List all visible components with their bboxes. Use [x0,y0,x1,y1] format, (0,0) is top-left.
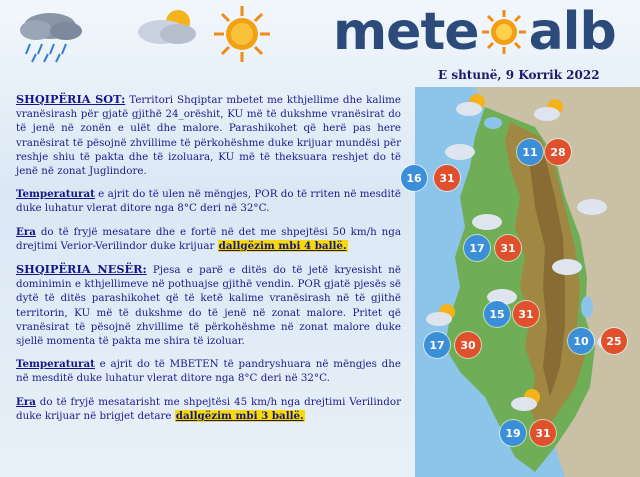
tomorrow-wind-label: Era [16,395,36,408]
map-sun-cloud-icon [455,92,489,118]
max-temp-badge: 28 [545,139,571,165]
tomorrow-paragraph [16,262,401,348]
min-temp-badge: 17 [424,332,450,358]
logo-text-left: mete [333,2,479,62]
today-wind-paragraph [16,225,401,253]
today-title: SHQIPËRIA SOT: [16,92,126,106]
rain-cloud-icon [20,13,82,62]
today-temp-text: e ajrit do të ulen në mëngjes, POR do të rriten në mesditë duke luhatur vlerat ditore nga 8°C deri në 32°C. [16,188,401,215]
tomorrow-wind-paragraph [16,395,401,423]
min-temp-badge: 10 [568,328,594,354]
forecast-text [16,92,401,432]
today-paragraph [16,92,401,178]
tomorrow-wind-text: do të fryjë mesatarisht me shpejtësi 45 km/h nga drejtimi Verilindor duke krijuar në brigjet detare [16,395,401,422]
sun-cloud-icon [138,10,196,44]
map-sun-cloud-icon [425,302,459,328]
map-sun-cloud-icon [510,387,544,413]
max-temp-badge: 31 [495,235,521,261]
max-temp-badge: 31 [434,165,460,191]
max-temp-badge: 30 [455,332,481,358]
min-temp-badge: 15 [484,301,510,327]
tomorrow-body: Pjesa e parë e ditës do të jetë kryesisht në dominimin e kthjellimeve në pothuajse gjithë vendin. POR gjatë pjesës së dytë të ditës parashikohet që të ketë kalime vranësirash në të gjithë territorin, KU më të dukshme do të jenë në zonat malore. Pritet që vranësirat të pësojnë zhvillime të përkohëshme në zonat malore duke sjellë momenta të pakta me shira të izoluar. [16,264,402,348]
max-temp-badge: 25 [601,328,627,354]
lake-shkodra [484,117,502,129]
header-weather-icons [10,4,310,66]
max-temp-badge: 31 [530,420,556,446]
meteoalb-logo [333,2,616,62]
logo-sun-icon [481,9,527,55]
logo-text-right: alb [528,2,616,62]
lake-ohrid [581,296,593,318]
today-wind-label: Era [16,225,36,238]
min-temp-badge: 19 [500,420,526,446]
map-cloud-icon [575,192,609,218]
min-temp-badge: 11 [517,139,543,165]
today-wind-text: do të fryjë mesatare dhe e fortë në det me shpejtësi 50 km/h nga drejtimi Verior-Verilindor duke krijuar [16,225,401,252]
today-wave-warning: dallgëzim mbi 4 ballë. [218,239,347,252]
today-temperature-paragraph [16,187,401,215]
tomorrow-temperature-paragraph [16,357,401,385]
tomorrow-temp-text: e ajrit do të MBETEN të pandryshuara në mëngjes dhe në mesditë duke luhatur vlerat ditore nga 8°C deri në 32°C. [16,358,401,385]
today-body: Territori Shqiptar mbetet me kthjellime dhe kalime vranësirash për gjatë gjithë 24_orëshit, KU më të dukshme vranësirat do të jenë në zonën e ulët dhe malore. Parashikohet që herë pas here vranësirat të pësojnë zhvillime të përkohëshme duke krijuar mundësi për reshje shiu të pakta dhe të izoluara, KU më të theksuara reshjet do të jenë në zonat Juglindore. [16,94,401,178]
tomorrow-wave-warning: dallgëzim mbi 3 ballë. [175,409,304,422]
sun-icon [214,6,270,62]
tomorrow-temp-label: Temperaturat [16,358,95,371]
map-sun-cloud-icon [533,97,567,123]
tomorrow-title: SHQIPËRIA NESËR: [16,262,147,277]
albania-map [406,87,640,477]
map-cloud-icon [443,137,477,163]
forecast-date: E shtunë, 9 Korrik 2022 [438,68,600,82]
map-cloud-icon [470,207,504,233]
min-temp-badge: 17 [464,235,490,261]
map-cloud-icon [550,252,584,278]
today-temp-label: Temperaturat [16,188,95,201]
max-temp-badge: 31 [513,301,539,327]
min-temp-badge: 16 [401,165,427,191]
